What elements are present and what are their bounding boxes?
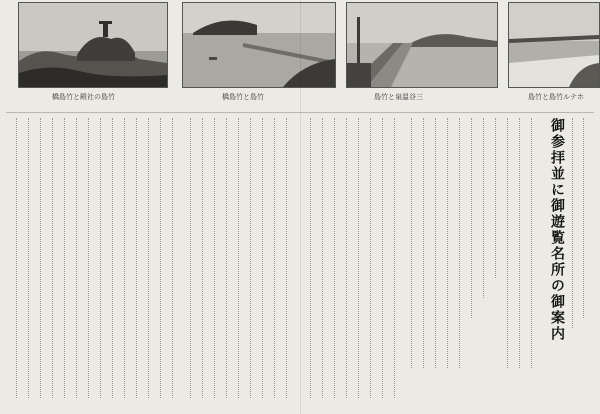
page-title: 御参拝並に御遊覧名所の御案内: [549, 118, 565, 342]
text-column: [322, 118, 330, 398]
text-column: [471, 118, 479, 318]
text-column: [423, 118, 431, 368]
text-column: [202, 118, 210, 398]
text-column: [310, 118, 318, 398]
text-column: [447, 118, 455, 368]
text-column: [572, 118, 580, 328]
pier-photo: [347, 3, 497, 87]
text-column: [459, 118, 467, 368]
photo-hotel-pier: [346, 2, 498, 88]
text-column: [112, 118, 120, 398]
text-column: [250, 118, 258, 398]
text-column: [435, 118, 443, 368]
text-column: [64, 118, 72, 398]
text-column: [358, 118, 366, 398]
text-column: [52, 118, 60, 398]
text-column: [519, 118, 527, 368]
text-column: [394, 118, 402, 398]
photo-caption-4: ホテル竹島と竹島: [528, 93, 584, 101]
text-column: [160, 118, 168, 398]
text-column: [76, 118, 84, 398]
text-column: [124, 118, 132, 398]
text-column: [100, 118, 108, 398]
photo-caption-1: 竹島の社殿と竹島橋: [52, 93, 115, 101]
text-column: [346, 118, 354, 398]
text-column: [370, 118, 378, 398]
text-column: [531, 118, 539, 368]
text-column: [583, 118, 591, 318]
text-column: [226, 118, 234, 398]
text-column: [382, 118, 390, 398]
photo-caption-2: 竹島と竹島橋: [222, 93, 264, 101]
text-column: [190, 118, 198, 398]
text-column: [286, 118, 294, 398]
text-column: [136, 118, 144, 398]
text-column: [16, 118, 24, 398]
text-column: [274, 118, 282, 398]
text-column: [28, 118, 36, 398]
island-bridge-photo: [183, 3, 335, 87]
text-column: [40, 118, 48, 398]
photo-island-bridge: [182, 2, 336, 88]
photo-shrine-on-island: [18, 2, 168, 88]
shore-photo: [509, 3, 599, 87]
text-column: [172, 118, 180, 398]
text-column: [148, 118, 156, 398]
text-column: [334, 118, 342, 398]
photo-shore-view: [508, 2, 600, 88]
text-column: [411, 118, 419, 368]
text-column: [88, 118, 96, 398]
text-column: [483, 118, 491, 298]
text-column: [214, 118, 222, 398]
paper-fold-line: [300, 0, 301, 414]
photo-caption-3: 三谷温泉と竹島: [374, 93, 423, 101]
text-column: [238, 118, 246, 398]
text-column: [262, 118, 270, 398]
shrine-island-photo: [19, 3, 167, 87]
text-column: [507, 118, 515, 368]
text-column: [495, 118, 503, 278]
